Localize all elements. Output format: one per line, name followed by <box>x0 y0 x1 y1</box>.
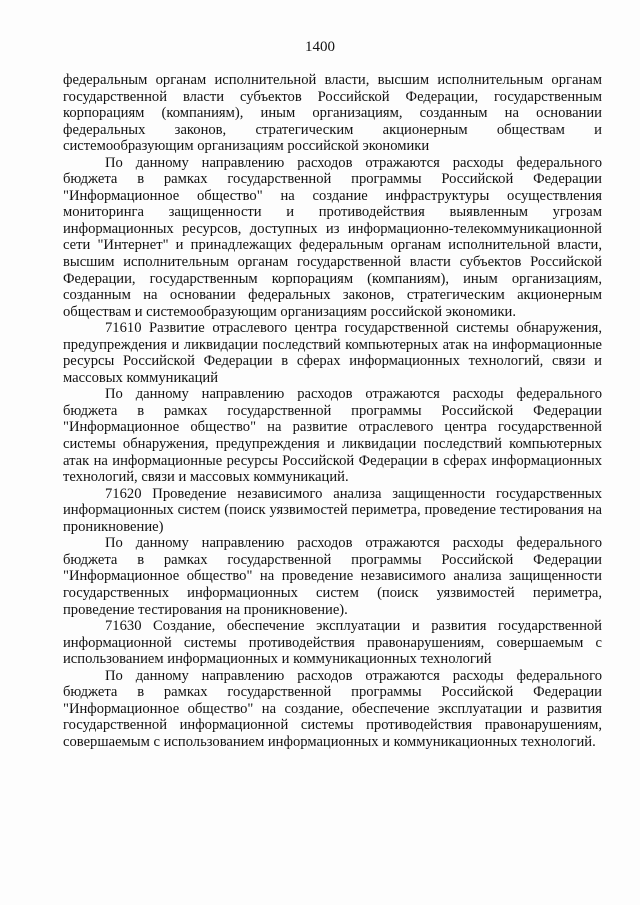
heading-71610: 71610 Развитие отраслевого центра государственной системы обнаружения, предупреждения и ликвидации последствий компьютерных атак на информационные ресурсы Российской Федерации в сферах информационных технологий, связи и массовых коммуникаций <box>63 320 602 386</box>
page-number: 1400 <box>305 39 335 55</box>
paragraph-monitoring-infrastructure: По данному направлению расходов отражаются расходы федерального бюджета в рамках государственной программы Российской Федерации "Информационное общество" на создание инфраструктуры осуществления мониторинга защищенности и противодействия выявленным угрозам информационных ресурсов, доступных из информационно-телекоммуникационной сети "Интернет" и принадлежащих федеральным органам исполнительной власти, высшим исполнительным органам государственной власти субъектов Российской Федерации, государственным корпорациям (компаниям), иным организациям, созданным на основании федеральных законов, стратегическим акционерным обществам и системообразующим организациям российской экономики. <box>63 154 602 320</box>
paragraph-71620-description: По данному направлению расходов отражаются расходы федерального бюджета в рамках государственной программы Российской Федерации "Информационное общество" на проведение независимого анализа защищенности государственных информационных систем (поиск уязвимостей периметра, проведение тестирования на проникновение). <box>63 535 602 618</box>
paragraph-71610-description: По данному направлению расходов отражаются расходы федерального бюджета в рамках государственной программы Российской Федерации "Информационное общество" на развитие отраслевого центра государственной системы обнаружения, предупреждения и ликвидации последствий компьютерных атак на информационные ресурсы Российской Федерации в сферах информационных технологий, связи и массовых коммуникаций. <box>63 386 602 486</box>
paragraph-recipients-continuation: федеральным органам исполнительной власти, высшим исполнительным органам государственной власти субъектов Российской Федерации, государственным корпорациям (компаниям), иным организациям, созданным на основании федеральных законов, стратегическим акционерным обществам и системообразующим организациям российской экономики <box>63 72 602 155</box>
document-body <box>63 72 602 750</box>
heading-71620: 71620 Проведение независимого анализа защищенности государственных информационных систем (поиск уязвимостей периметра, проведение тестирования на проникновение) <box>63 485 602 535</box>
paragraph-71630-description: По данному направлению расходов отражаются расходы федерального бюджета в рамках государственной программы Российской Федерации "Информационное общество" на создание, обеспечение эксплуатации и развития государственной информационной системы противодействия правонарушениям, совершаемым с использованием информационных и коммуникационных технологий. <box>63 667 602 750</box>
heading-71630: 71630 Создание, обеспечение эксплуатации и развития государственной информационной системы противодействия правонарушениям, совершаемым с использованием информационных и коммуникационных технологий <box>63 618 602 668</box>
